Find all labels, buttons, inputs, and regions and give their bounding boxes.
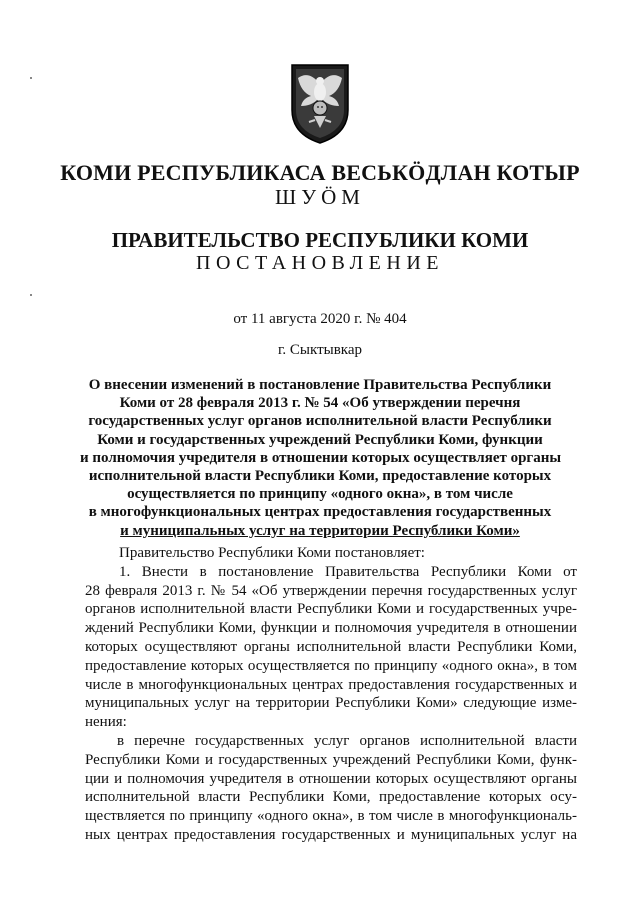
header-komi-line-2: ШУӦМ bbox=[275, 185, 365, 209]
komi-coat-of-arms-icon bbox=[289, 62, 351, 146]
body-intro: Правительство Республики Коми постановляет: bbox=[119, 545, 425, 561]
title-line: государственных услуг органов исполнительной власти Республики bbox=[88, 413, 552, 430]
body-paragraph-2-line: ции и полномочия учредителя в отношении которых осуществляют органы bbox=[85, 770, 577, 787]
scan-speck bbox=[30, 294, 32, 296]
body-paragraph-1-line: предоставление которых осуществляется по принципу «одного окна», в том bbox=[85, 657, 577, 674]
decree-city: г. Сыктывкар bbox=[277, 342, 363, 358]
body-paragraph-2-line: Республики Коми и государственных учреждений Республики Коми, функ- bbox=[85, 751, 577, 768]
title-line: Коми и государственных учреждений Республики Коми, функции bbox=[97, 431, 543, 448]
body-paragraph-1-line: числе в многофункциональных центрах предоставления государственных и bbox=[85, 676, 577, 693]
title-line: и муниципальных услуг на территории Республики Коми» bbox=[120, 522, 520, 539]
body-paragraph-2-line: в перечне государственных услуг органов исполнительной власти bbox=[117, 732, 577, 749]
body-paragraph-1-line: органов исполнительной власти Республики Коми и государственных учре- bbox=[85, 601, 577, 618]
body-paragraph-2-line: ных центрах предоставления государственных и муниципальных услуг на bbox=[85, 826, 577, 843]
header-decree-line: ПОСТАНОВЛЕНИЕ bbox=[196, 252, 444, 274]
title-line: Коми от 28 февраля 2013 г. № 54 «Об утверждении перечня bbox=[119, 395, 521, 412]
title-line: О внесении изменений в постановление Правительства Республики bbox=[88, 377, 552, 393]
body-paragraph-1-line: нения: bbox=[85, 714, 127, 731]
scan-speck bbox=[30, 77, 32, 79]
body-paragraph-2-line: ществляется по принципу «одного окна», в том числе в многофункциональ- bbox=[85, 808, 577, 825]
header-komi-line-1: КОМИ РЕСПУБЛИКАСА ВЕСЬКӦДЛАН КОТЫР bbox=[60, 160, 580, 185]
body-paragraph-1-line: 28 февраля 2013 г. № 54 «Об утверждении перечня государственных услуг bbox=[85, 582, 577, 599]
decree-title bbox=[80, 376, 560, 540]
header-government-line: ПРАВИТЕЛЬСТВО РЕСПУБЛИКИ КОМИ bbox=[111, 228, 529, 252]
decree-body bbox=[85, 544, 577, 845]
title-line: в многофункциональных центрах предоставления государственных bbox=[88, 504, 552, 521]
body-paragraph-1-line: которых осуществляют органы исполнительной власти Республики Коми, bbox=[85, 638, 577, 655]
title-line: и полномочия учредителя в отношении которых осуществляет органы bbox=[80, 449, 562, 466]
body-paragraph-1-line: ждений Республики Коми, функции и полномочия учредителя в отношении bbox=[85, 620, 577, 637]
body-paragraph-1-line: муниципальных услуг на территории Республики Коми» следующие изме- bbox=[85, 695, 577, 712]
decree-date-number: от 11 августа 2020 г. № 404 bbox=[233, 311, 407, 327]
body-paragraph-2-line: исполнительной власти Республики Коми, предоставление которых осу- bbox=[85, 789, 577, 806]
title-line: исполнительной власти Республики Коми, предоставление которых bbox=[88, 468, 552, 485]
title-line: осуществляется по принципу «одного окна», в том числе bbox=[127, 486, 513, 503]
body-paragraph-1-line: 1. Внести в постановление Правительства Республики Коми от bbox=[119, 563, 577, 580]
